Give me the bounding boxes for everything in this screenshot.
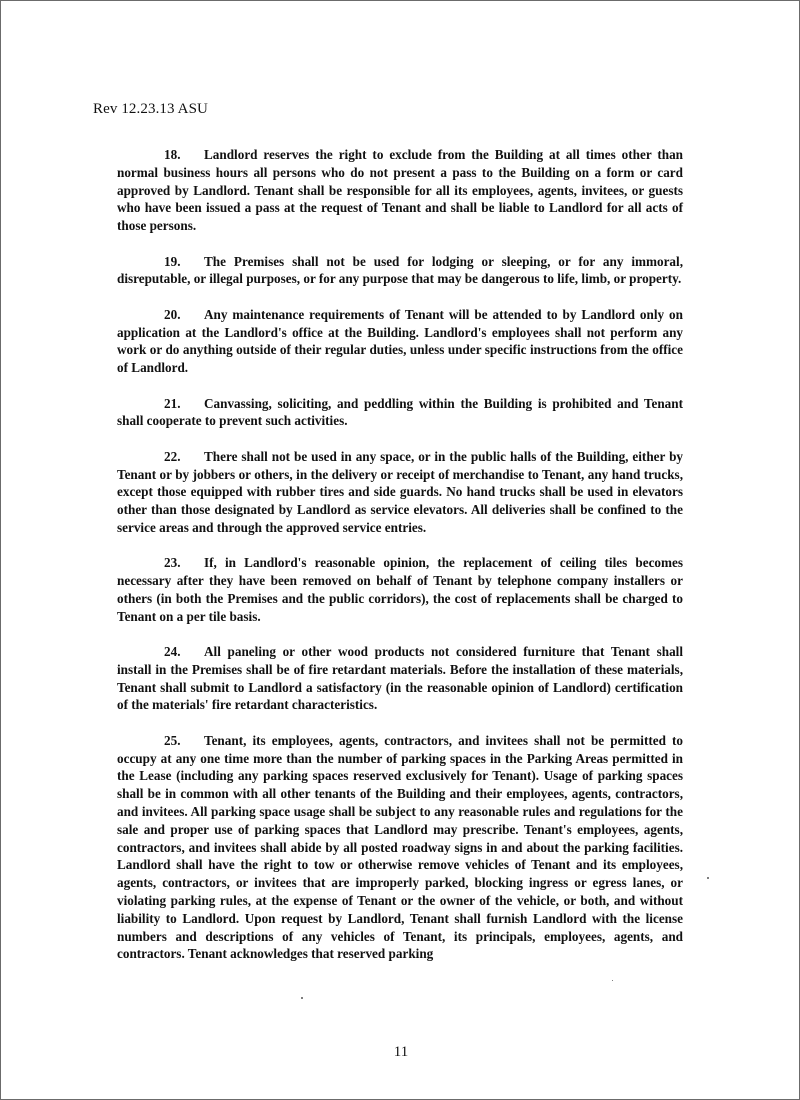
paragraph-number: 20.	[164, 306, 181, 322]
paragraph-18	[117, 146, 683, 235]
paragraph-text: If, in Landlord's reasonable opinion, the replacement of ceiling tiles becomes necessary after they have been removed on behalf of Tenant by telephone company installers or others (in both the Premises and the public corridors), the cost of replacements shall be charged to Tenant on a per tile basis.	[117, 555, 683, 624]
paragraph-22	[117, 448, 683, 537]
paragraph-20	[117, 306, 683, 377]
paragraph-text: The Premises shall not be used for lodging or sleeping, or for any immoral, disreputable, or illegal purposes, or for any purpose that may be dangerous to life, limb, or property.	[117, 253, 683, 287]
revision-header: Rev 12.23.13 ASU	[93, 101, 208, 117]
scan-speck	[301, 997, 303, 999]
paragraph-number: 22.	[164, 448, 181, 464]
paragraph-number: 18.	[164, 147, 181, 162]
paragraph-text: Any maintenance requirements of Tenant will be attended to by Landlord only on application at the Landlord's office at the Building. Landlord's employees shall not perform any work or do anything outside of their regular duties, unless under specific instructions from the office of Landlord.	[117, 306, 683, 376]
paragraph-number: 24.	[164, 644, 181, 660]
paragraph-text: Tenant, its employees, agents, contractors, and invitees shall not be permitted to occupy at any one time more than the number of parking spaces in the Parking Areas permitted in the Lease (including any parking spaces reserved exclusively for Tenant). Usage of parking spaces shall be in common with all other tenants of the Building and their employees, agents, contractors, and invitees. All parking space usage shall be subject to any reasonable rules and regulations for the sale and proper use of parking spaces that Landlord may prescribe. Tenant's employees, agents, contractors, and invitees shall abide by all posted roadway signs in and about the parking facilities. Landlord shall have the right to tow or otherwise remove vehicles of Tenant and its employees, agents, contractors, or invitees that are improperly parked, blocking ingress or egress lanes, or violating parking rules, at the expense of Tenant or the owner of the vehicle, or both, and without liability to Landlord. Upon request by Landlord, Tenant shall furnish Landlord with the license numbers and descriptions of any vehicles of Tenant, its principals, employees, agents, and contractors. Tenant acknowledges that reserved parking	[117, 732, 683, 962]
paragraph-text: Landlord reserves the right to exclude from the Building at all times other than normal business hours all persons who do not present a pass to the Building on a form or card approved by Landlord. Tenant shall be responsible for all its employees, agents, invitees, or guests who have been issued a pass at the request of Tenant and shall be liable to Landlord for all acts of those persons.	[117, 147, 683, 234]
paragraph-19	[117, 253, 683, 289]
paragraph-text: There shall not be used in any space, or in the public halls of the Building, either by Tenant or by jobbers or others, in the delivery or receipt of merchandise to Tenant, any hand trucks, except those equipped with rubber tires and side guards. No hand trucks shall be used in elevators other than those designated by Landlord as service elevators. All deliveries shall be confined to the service areas and through the approved service entries.	[117, 448, 683, 535]
paragraph-23	[117, 554, 683, 625]
scan-speck	[612, 980, 613, 981]
paragraph-number: 19.	[164, 253, 181, 269]
paragraph-text: All paneling or other wood products not considered furniture that Tenant shall install in the Premises shall be of fire retardant materials. Before the installation of these materials, Tenant shall submit to Landlord a satisfactory (in the reasonable opinion of Landlord) certification of the materials' fire retardant characteristics.	[117, 644, 683, 713]
rules-body	[117, 146, 683, 981]
paragraph-text: Canvassing, soliciting, and peddling within the Building is prohibited and Tenant shall cooperate to prevent such activities.	[117, 395, 683, 429]
page-number: 11	[393, 1044, 409, 1060]
paragraph-number: 21.	[164, 395, 181, 411]
paragraph-25	[117, 732, 683, 963]
paragraph-number: 25.	[164, 732, 181, 748]
scan-speck	[707, 877, 709, 879]
paragraph-number: 23.	[164, 555, 181, 571]
paragraph-21	[117, 395, 683, 431]
paragraph-24	[117, 643, 683, 714]
